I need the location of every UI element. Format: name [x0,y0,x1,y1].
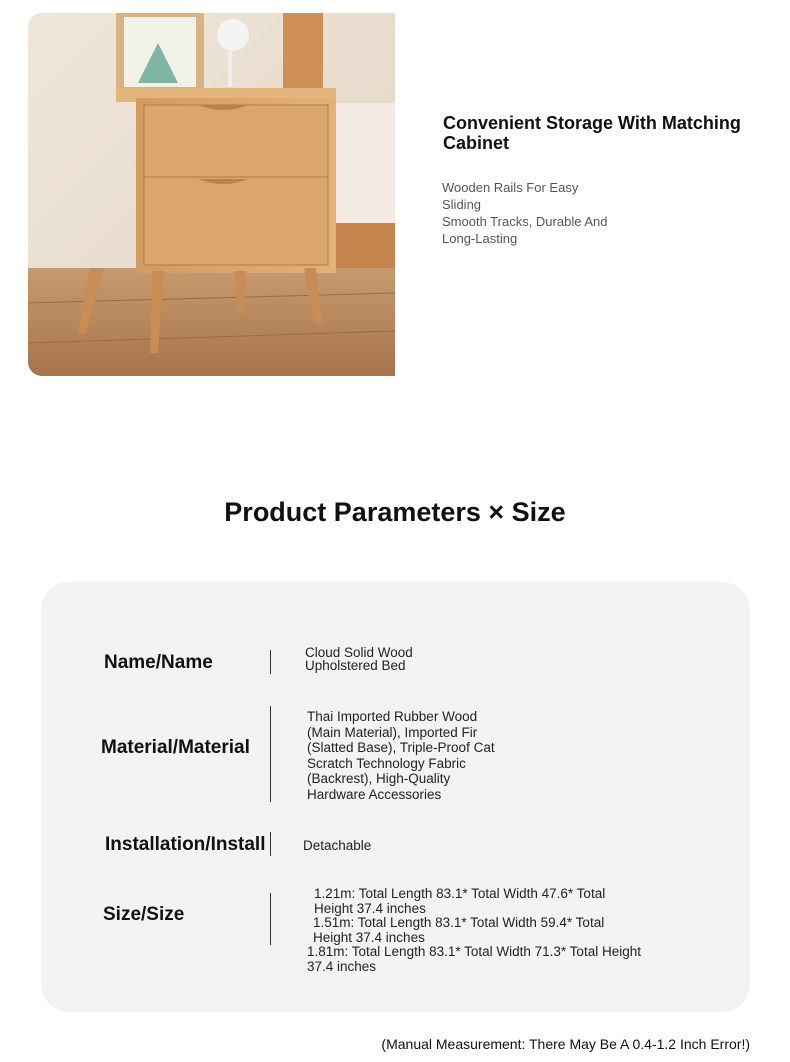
param-label: Name/Name [104,652,213,673]
row-divider [270,893,271,945]
product-photo [28,13,395,376]
value-line: Hardware Accessories [307,786,442,802]
value-line: Cloud Solid Wood [305,645,413,660]
value-line: Upholstered Bed [305,657,406,673]
param-label: Material/Material [101,737,250,758]
feature-description [442,180,632,247]
param-value [307,709,495,802]
param-value [307,887,687,974]
value-line: (Slatted Base), Triple-Proof Cat [307,740,495,755]
value-line: Scratch Technology Fabric [307,755,466,771]
row-divider [270,832,271,856]
value-line: Height 37.4 inches [314,900,426,916]
row-divider [270,650,271,674]
value-line: 1.21m: Total Length 83.1* Total Width 47.6* Total [314,886,606,901]
feature-desc-line: Sliding [442,196,482,212]
feature-title: Convenient Storage With Matching Cabinet [443,113,741,153]
feature-desc-line: Wooden Rails For Easy [442,180,579,195]
feature-desc-line: Smooth Tracks, Durable And [442,214,608,229]
param-value [303,838,371,854]
value-line: 1.81m: Total Length 83.1* Total Width 71.3* Total Height [307,944,641,959]
section-title: Product Parameters × Size [224,497,566,527]
value-line: 1.51m: Total Length 83.1* Total Width 59.4* Total [313,915,605,930]
value-line: (Backrest), High-Quality [307,771,451,786]
measurement-note: (Manual Measurement: There May Be A 0.4-1.2 Inch Error!) [381,1036,750,1052]
param-label: Installation/Install [105,834,266,855]
row-divider [270,706,271,802]
param-label: Size/Size [103,904,185,925]
value-line: (Main Material), Imported Fir [307,724,478,740]
value-line: Height 37.4 inches [313,929,425,945]
value-line: Thai Imported Rubber Wood [307,709,478,724]
param-value [305,647,413,672]
value-line: Detachable [303,838,372,853]
parameter-table [41,582,750,1012]
value-line: 37.4 inches [307,958,377,974]
feature-desc-line: Long-Lasting [442,230,518,246]
